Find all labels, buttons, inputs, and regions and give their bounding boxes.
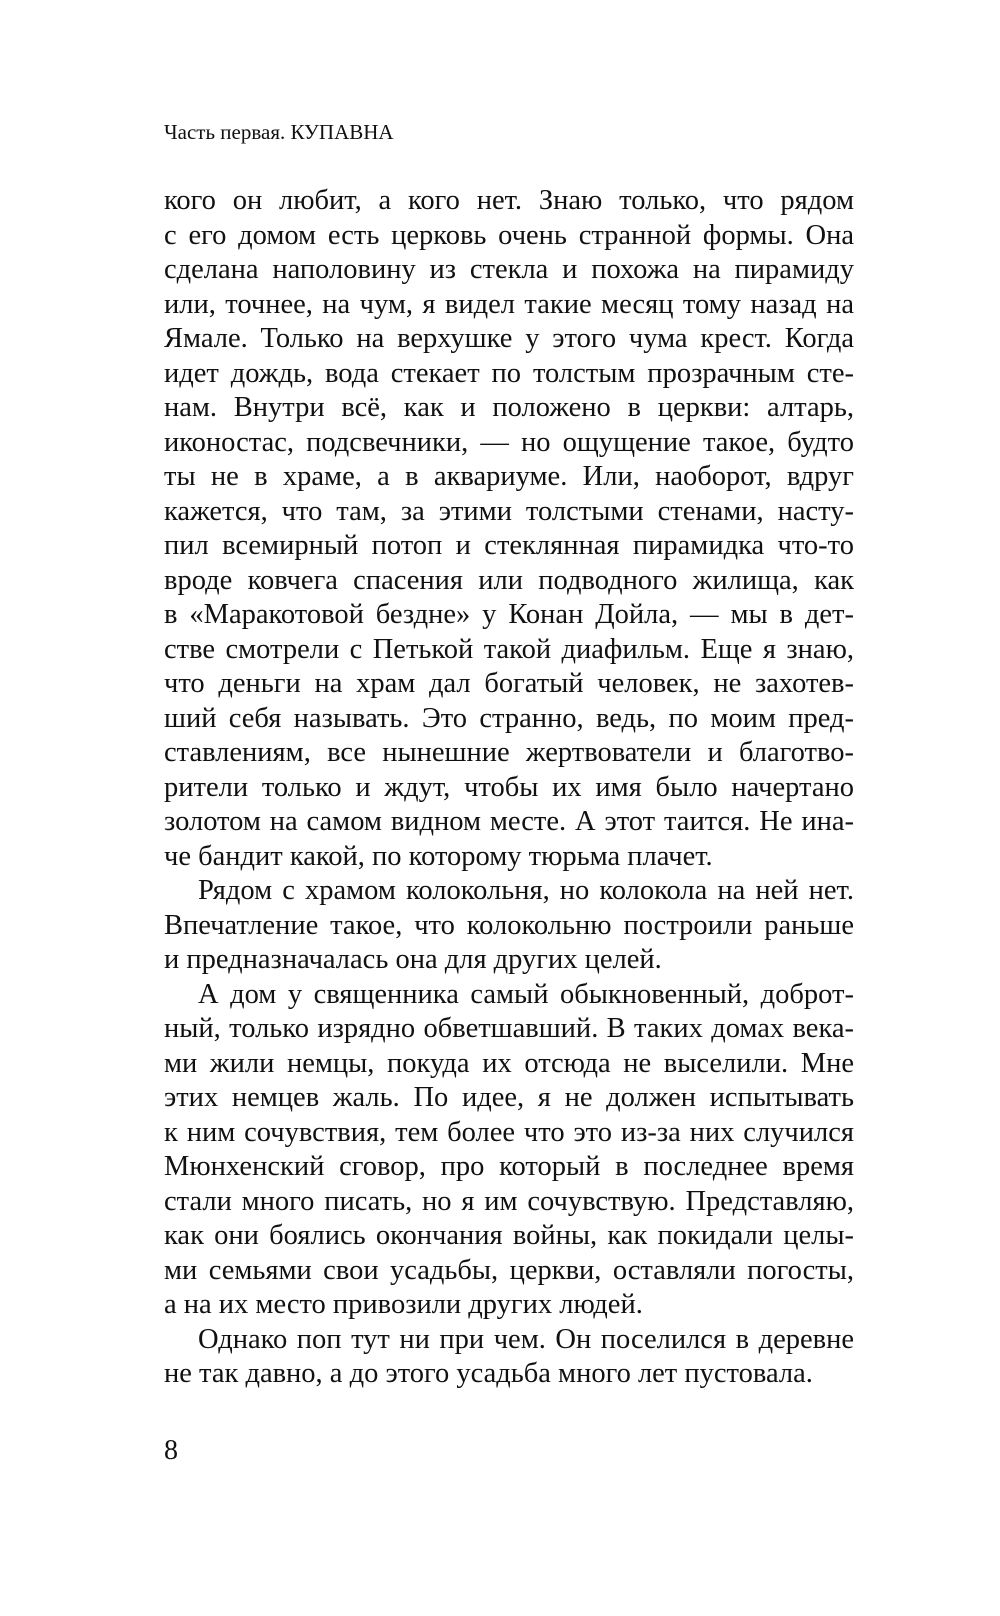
text-line: стали много писать, но я им сочувствую. Представляю, <box>164 1185 854 1217</box>
text-line: рители только и ждут, чтобы их имя было начертано <box>164 771 854 803</box>
text-line: че бандит какой, по которому тюрьма плачет. <box>164 840 713 872</box>
text-line: что деньги на храм дал богатый человек, не захотев- <box>164 668 854 699</box>
text-line: ший себя называть. Это странно, ведь, по моим пред- <box>164 702 854 734</box>
text-line: в «Маракотовой бездне» у Конан Дойла, — мы в дет- <box>164 599 854 630</box>
page-number: 8 <box>164 1435 178 1466</box>
text-line: ми жили немцы, покуда их отсюда не выселили. Мне <box>164 1047 854 1079</box>
body-text <box>164 184 854 1392</box>
running-header: Часть первая. КУПАВНА <box>164 120 394 144</box>
text-line: и предназначалась она для других целей. <box>164 944 662 975</box>
text-line: Однако поп тут ни при чем. Он поселился в деревне <box>198 1323 854 1355</box>
text-line: кого он любит, а кого нет. Знаю только, что рядом <box>164 185 854 216</box>
text-line: к ним сочувствия, тем более что это из-за них случился <box>164 1116 854 1148</box>
text-line: сделана наполовину из стекла и похожа на пирамиду <box>164 254 854 285</box>
text-line: с его домом есть церковь очень странной формы. Она <box>164 219 854 251</box>
text-line: иконостас, подсвечники, — но ощущение такое, будто <box>164 426 854 458</box>
text-line: пил всемирный потоп и стеклянная пирамидка что-то <box>164 530 854 561</box>
text-line: Рядом с храмом колокольня, но колокола на ней нет. <box>198 875 854 906</box>
text-line: или, точнее, на чум, я видел такие месяц тому назад на <box>164 288 854 320</box>
text-line: этих немцев жаль. По идее, я не должен испытывать <box>164 1082 854 1113</box>
text-line: ми семьями свои усадьбы, церкви, оставляли погосты, <box>164 1254 854 1286</box>
paragraph <box>164 184 854 874</box>
text-line: золотом на самом видном месте. А этот таится. Не ина- <box>164 806 854 837</box>
paragraph <box>164 978 854 1323</box>
text-line: А дом у священника самый обыкновенный, доброт- <box>198 978 854 1010</box>
text-line: Впечатление такое, что колокольню построили раньше <box>164 909 854 941</box>
text-line: нам. Внутри всё, как и положено в церкви: алтарь, <box>164 392 854 423</box>
text-line: ный, только изрядно обветшавший. В таких домах века- <box>164 1013 854 1044</box>
text-line: а на их место привозили других людей. <box>164 1289 643 1320</box>
text-line: не так давно, а до этого усадьба много лет пустовала. <box>164 1358 813 1389</box>
text-line: идет дождь, вода стекает по толстым прозрачным сте- <box>164 357 854 389</box>
text-line: ты не в храме, а в аквариуме. Или, наоборот, вдруг <box>164 461 854 492</box>
text-line: ставлениям, все нынешние жертвователи и благотво- <box>164 737 854 768</box>
text-line: как они боялись окончания войны, как покидали целы- <box>164 1220 854 1251</box>
text-line: стве смотрели с Петькой такой диафильм. Еще я знаю, <box>164 633 854 665</box>
text-line: Мюнхенский сговор, про который в последнее время <box>164 1151 854 1182</box>
text-line: Ямале. Только на верхушке у этого чума крест. Когда <box>164 323 854 354</box>
paragraph <box>164 874 854 978</box>
text-line: вроде ковчега спасения или подводного жилища, как <box>164 564 854 596</box>
text-line: кажется, что там, за этими толстыми стенами, насту- <box>164 495 854 527</box>
paragraph <box>164 1323 854 1392</box>
